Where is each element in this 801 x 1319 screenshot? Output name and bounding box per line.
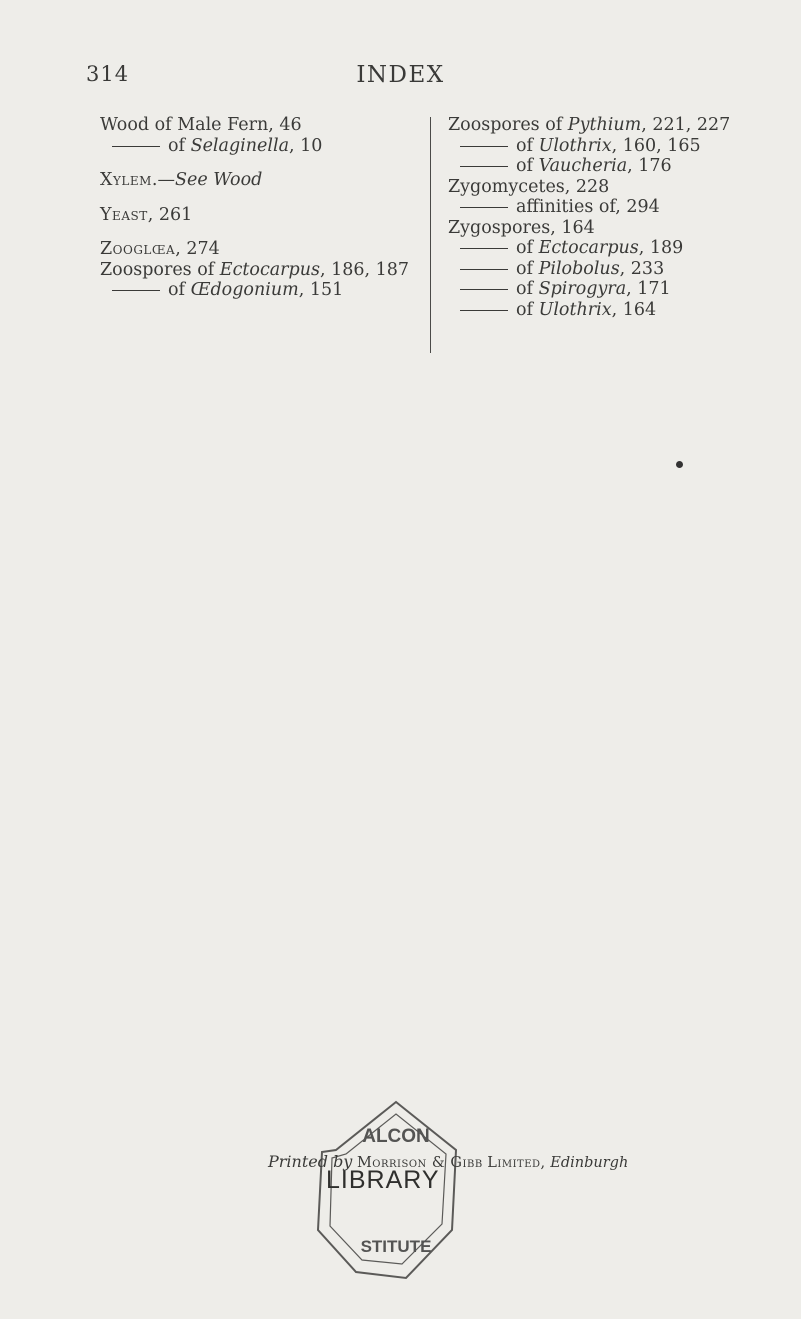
entry-text: of xyxy=(516,135,539,156)
entry-text: Yeast xyxy=(100,204,148,225)
entry-text: See Wood xyxy=(174,170,263,190)
entry-text: , 274 xyxy=(175,239,220,259)
entry-text: Zygomycetes, 228 xyxy=(448,176,610,197)
ditto-dash xyxy=(460,269,508,270)
entry-text: Zygospores, 164 xyxy=(448,217,595,238)
entry-text: Xylem xyxy=(100,170,152,190)
page-header xyxy=(0,62,801,92)
entry-text: Selaginella xyxy=(190,135,290,156)
entry-text: affinities of, 294 xyxy=(516,197,660,217)
stamp-arc-top: ALCON xyxy=(362,1126,430,1147)
entry-text: Ectocarpus xyxy=(538,238,639,258)
entry-text: , 186, 187 xyxy=(320,259,410,280)
entry-text: of xyxy=(516,258,539,279)
index-entry xyxy=(100,239,430,260)
index-subentry xyxy=(448,156,788,177)
stray-dot xyxy=(676,461,683,468)
index-subentry xyxy=(100,280,430,301)
index-column-left xyxy=(100,115,430,301)
ditto-dash xyxy=(460,207,508,208)
index-subentry xyxy=(448,197,788,218)
entry-text: Œdogonium xyxy=(190,280,299,300)
entry-text: Ulothrix xyxy=(538,135,612,156)
ditto-dash xyxy=(460,248,508,249)
index-entry xyxy=(448,218,788,239)
index-entry xyxy=(100,170,430,191)
ditto-dash xyxy=(460,289,508,290)
entry-text: Ulothrix xyxy=(538,299,612,320)
imprint-place: Edinburgh xyxy=(550,1155,629,1171)
entry-text: of xyxy=(516,156,539,176)
stamp-arc-bottom: STITUTE xyxy=(360,1237,432,1256)
entry-text: of xyxy=(516,238,539,258)
entry-text: of xyxy=(168,280,191,300)
imprint-printer: Morrison & Gibb xyxy=(356,1155,483,1171)
entry-text: .— xyxy=(151,170,175,190)
entry-gap xyxy=(100,156,430,170)
entry-text: Ectocarpus xyxy=(219,259,320,280)
entry-text: of xyxy=(516,299,539,320)
index-entry xyxy=(100,260,430,281)
entry-text: Pilobolus xyxy=(538,258,620,279)
stamp-library-word: LIBRARY xyxy=(326,1166,440,1194)
index-entry xyxy=(448,115,788,136)
page-number: 314 xyxy=(86,62,130,86)
ditto-dash xyxy=(460,166,508,167)
index-subentry xyxy=(448,300,788,321)
entry-text: Spirogyra xyxy=(538,279,627,299)
page-title: INDEX xyxy=(356,62,445,88)
index-column-right xyxy=(448,115,788,320)
printer-imprint xyxy=(268,1152,628,1171)
entry-text: Zooglœa xyxy=(100,239,176,259)
index-subentry xyxy=(448,259,788,280)
index-subentry xyxy=(448,238,788,259)
index-subentry xyxy=(448,136,788,157)
entry-text: Pythium xyxy=(567,115,642,135)
index-subentry xyxy=(100,136,430,157)
imprint-limited: Limited, xyxy=(487,1155,546,1171)
index-entry xyxy=(100,205,430,226)
index-entry xyxy=(448,177,788,198)
entry-text: of xyxy=(168,135,191,156)
entry-text: Vaucheria xyxy=(538,156,628,176)
entry-text: , 10 xyxy=(289,135,323,156)
index-entry xyxy=(100,115,430,136)
entry-text: Zoospores of xyxy=(100,259,220,280)
entry-text: , 176 xyxy=(627,156,672,176)
entry-text: of xyxy=(516,279,539,299)
entry-text: , 171 xyxy=(626,279,671,299)
entry-text: , 160, 165 xyxy=(611,135,701,156)
column-divider xyxy=(430,117,431,353)
entry-text: , 151 xyxy=(298,280,344,300)
entry-gap xyxy=(100,191,430,205)
entry-text: Wood of Male Fern, 46 xyxy=(100,115,302,135)
entry-gap xyxy=(100,225,430,239)
entry-text: , 221, 227 xyxy=(641,115,731,135)
ditto-dash xyxy=(112,290,160,291)
imprint-printed-by: Printed by xyxy=(268,1152,353,1171)
index-subentry xyxy=(448,279,788,300)
entry-text: , 189 xyxy=(638,238,684,258)
entry-text: Zoospores of xyxy=(448,115,568,135)
entry-text: , 261 xyxy=(147,204,193,225)
ditto-dash xyxy=(460,310,508,311)
ditto-dash xyxy=(112,146,160,147)
ditto-dash xyxy=(460,146,508,147)
entry-text: , 233 xyxy=(619,258,665,279)
entry-text: , 164 xyxy=(611,299,657,320)
